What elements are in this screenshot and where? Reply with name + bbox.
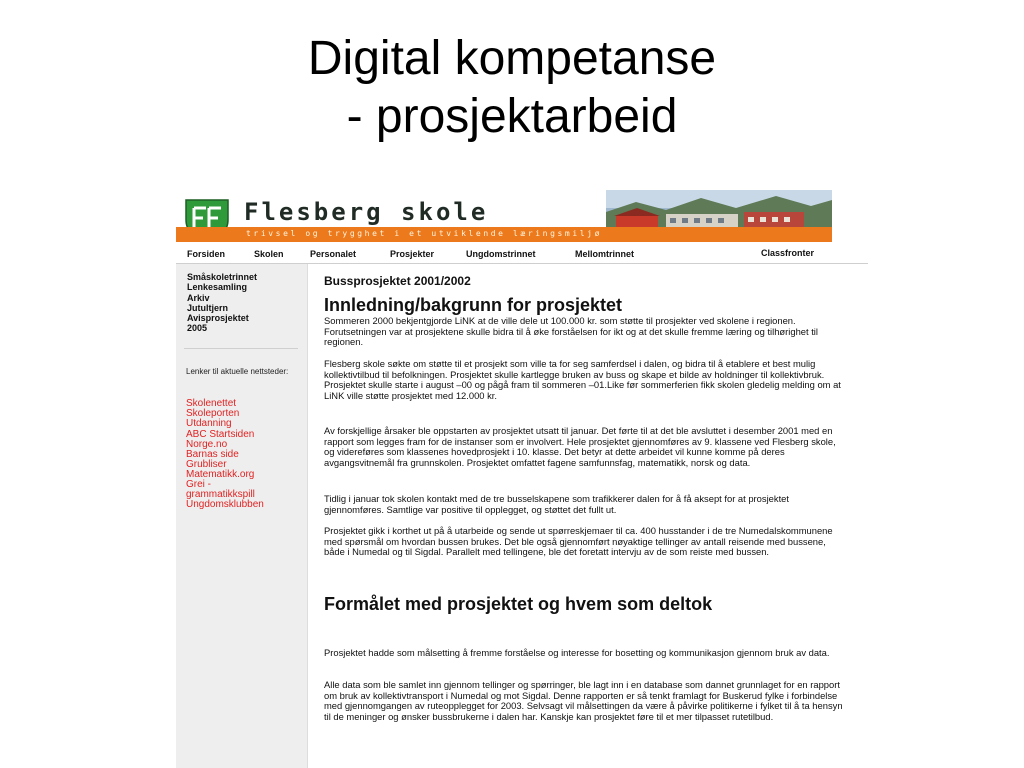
ext-link-abc-startsiden[interactable]: ABC Startsiden: [186, 429, 255, 440]
sidebar-item-arkiv[interactable]: Arkiv: [187, 293, 210, 303]
paragraph: Prosjektet hadde som målsetting å fremme forståelse og interesse for bosetting og kommunikasjon gjennom bruk av data.: [324, 647, 830, 658]
ext-link-barnas-side[interactable]: Barnas side: [186, 449, 239, 460]
section-heading-background: Innledning/bakgrunn for prosjektet: [324, 295, 623, 315]
paragraph: Av forskjellige årsaker ble oppstarten av prosjektet utsatt til januar. Det førte til at det ble avsluttet i desember 2001 med en rapport som legges fram for de instanser som er involvert. Hele prosjektet gjennomføres av 9. klassene ved Flesberg skole, og videreføres som klassenes hovedprosjekt i 10. klasse. Det betyr at dette arbeidet vil kunne komme på deres avgangsvitnemål fra grunnskolen. Prosjektet omfattet fagene samfunnsfag, matematikk, norsk og data.: [324, 425, 836, 468]
sidebar-note: Lenker til aktuelle nettsteder:: [186, 367, 289, 376]
nav-item-personalet[interactable]: Personalet: [310, 249, 357, 259]
slide-title: [0, 30, 1024, 146]
sidebar-item-lenkesamling[interactable]: Lenkesamling: [187, 282, 248, 292]
ext-link-grammatikkspill[interactable]: grammatikkspill: [186, 489, 255, 500]
ext-link-grubliser[interactable]: Grubliser: [186, 459, 227, 470]
sidebar-item-avisprosjektet[interactable]: Avisprosjektet: [187, 313, 249, 323]
nav-item-ungdomstrinnet[interactable]: Ungdomstrinnet: [466, 249, 536, 259]
ext-link-grei[interactable]: Grei -: [186, 479, 211, 490]
sidebar-item-jutultjern[interactable]: Jutultjern: [187, 303, 229, 313]
ext-link-skoleporten[interactable]: Skoleporten: [186, 408, 240, 419]
paragraph: Flesberg skole søkte om støtte til et prosjekt som ville ta for seg samferdsel i dalen, og bidra til å etablere et best mulig kollektivtilbud til befolkningen. Prosjektet skulle kartlegge bruken av buss og skape et bilde av holdninger til kollektivbruk. Prosjektet skulle starte i august –00 og pågå fram til sommeren –01.Like før sommerferien fikk skolen gledelig melding om at LiNK ville støtte prosjektet med 12.000 kr.: [324, 358, 841, 401]
main-nav: [176, 242, 868, 264]
paragraph: Alle data som ble samlet inn gjennom tellinger og spørringer, ble lagt inn i en database som dannet grunnlaget for en rapport om bruk av kollektivtransport i Numedal og mot Sigdal. Denne rapporten er så tenkt framlagt for Buskerud fylke i forbindelse med gjennomgangen av ruteopplegget for 2003. Selvsagt vil målsettingen da være å påvirke politikerne i fylket til å ta hensyn til de meninger og ønsker bussbrukerne i dalen har. Kanskje kan prosjektet føre til et mer tilpasset rutetilbud.: [324, 679, 843, 722]
nav-item-prosjekter[interactable]: Prosjekter: [390, 249, 435, 259]
nav-item-classfronter[interactable]: Classfronter: [761, 248, 815, 258]
slide-title-line1: Digital kompetanse: [307, 32, 717, 85]
paragraph: Sommeren 2000 bekjentgjorde LiNK at de ville dele ut 100.000 kr. som støtte til prosjekter ved skolene i regionen. Forutsetningen var at prosjektene skulle bidra til å øke forståelsen for ikt og at det skulle fremme læring og tilhørighet til regionen.: [324, 315, 818, 347]
ext-link-utdanning[interactable]: Utdanning: [186, 418, 232, 429]
ext-link-skolenettet[interactable]: Skolenettet: [186, 398, 237, 409]
ext-link-ungdomsklubben[interactable]: Ungdomsklubben: [186, 499, 264, 510]
site-header: [176, 190, 832, 242]
paragraph: Prosjektet gikk i korthet ut på å utarbeide og sende ut spørreskjemaer til ca. 400 husstander i de tre Numedalskommunene med spørsmål om hvordan bussen brukes. Det ble også gjennomført nøyaktige tellinger av antall reisende med bussene, både i Numedal og til Sigdal. Parallelt med tellingene, ble det foretatt intervju av de som reiste med bussen.: [324, 525, 833, 557]
slide-title-line2: - prosjektarbeid: [346, 90, 678, 143]
site-name[interactable]: Flesberg skole: [244, 198, 489, 226]
ext-link-matematikk-org[interactable]: Matematikk.org: [186, 469, 255, 480]
page-heading: Bussprosjektet 2001/2002: [324, 274, 471, 288]
section-heading-purpose: Formålet med prosjektet og hvem som deltok: [324, 594, 713, 614]
sidebar-item-2005[interactable]: 2005: [187, 323, 208, 333]
sidebar-item-smaskoletrinnet[interactable]: Småskoletrinnet: [187, 272, 258, 282]
nav-item-skolen[interactable]: Skolen: [254, 249, 284, 259]
ext-link-norge-no[interactable]: Norge.no: [186, 439, 228, 450]
site-tagline: trivsel og trygghet i et utviklende læringsmiljø: [246, 229, 602, 238]
nav-item-mellomtrinnet[interactable]: Mellomtrinnet: [575, 249, 635, 259]
sidebar: [176, 264, 308, 768]
paragraph: Tidlig i januar tok skolen kontakt med de tre busselskapene som trafikkerer dalen for å få aksept for at prosjektet gjennomføres. Samtlige var positive til opplegget, og støttet det fullt ut.: [324, 493, 789, 515]
website-screenshot: [176, 190, 868, 768]
sidebar-divider: [184, 348, 298, 349]
nav-item-forsiden[interactable]: Forsiden: [187, 249, 226, 259]
